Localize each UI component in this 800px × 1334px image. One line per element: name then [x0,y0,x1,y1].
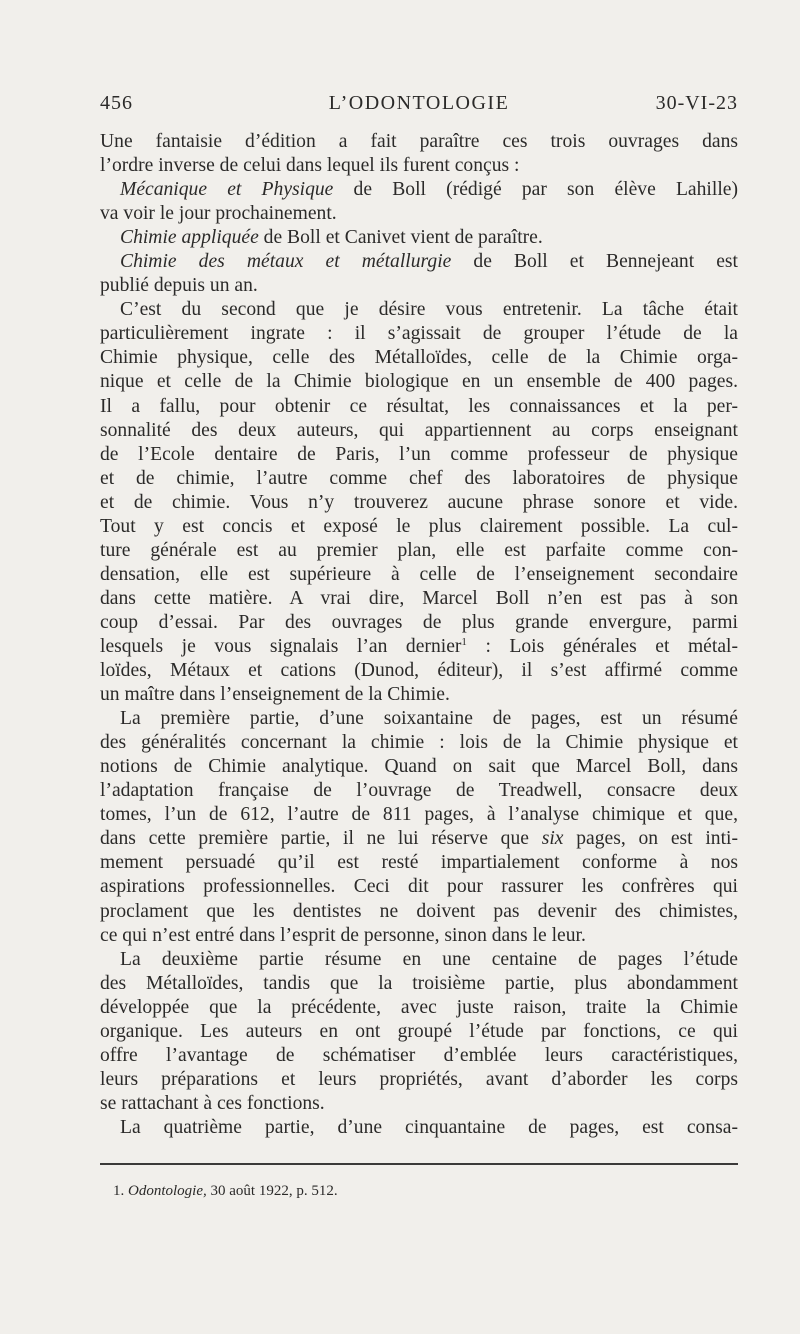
text-line: aspirations professionnelles. Ceci dit pour rassurer les confrères qui [100,876,738,898]
text-line: sonnalité des deux auteurs, qui appartiennent au corps enseignant [100,419,738,441]
text-line: lesquels je vous signalais l’an dernier$^1$ : Lois générales et métal- [100,635,738,657]
text-line: proclament que les dentistes ne doivent pas devenir des chimistes, [100,900,738,922]
journal-title: L’ODONTOLOGIE [328,92,510,114]
emphasis: six [541,828,564,850]
text-line: Chimie physique, celle des Métalloïdes, celle de la Chimie orga- [100,347,738,369]
footnote-number: 1. [113,1183,125,1199]
text-line: va voir le jour prochainement. [100,203,337,225]
footnote-divider [100,1163,738,1165]
text-line: tomes, l’un de 612, l’autre de 811 pages, à l’analyse chimique et que, [100,804,738,826]
text-line: densation, elle est supérieure à celle de l’enseignement secondaire [100,563,738,585]
text-line: Chimie appliquée de Boll et Canivet vient de paraître. [120,227,543,249]
text-line: Il a fallu, pour obtenir ce résultat, les connaissances et la per- [100,395,738,417]
book-title: Mécanique et Physique [120,179,334,201]
issue-date: 30-VI-23 [655,92,738,114]
footnote-source: Odontologie, [128,1183,207,1199]
running-header [100,92,738,120]
text-line: et de chimie, l’autre comme chef des laboratoires de physique [100,467,738,489]
text-line: l’ordre inverse de celui dans lequel ils furent conçus : [100,155,520,177]
text-line: organique. Les auteurs en ont groupé l’étude par fonctions, ce qui [100,1020,738,1042]
text-line: publié depuis un an. [100,275,258,297]
text-line: l’adaptation française de l’ouvrage de Treadwell, consacre deux [100,780,738,802]
text-line: loïdes, Métaux et cations (Dunod, éditeur), il s’est affirmé comme [100,660,738,682]
footnote-reference: 30 août 1922, p. 512. [206,1183,338,1199]
text-line: Une fantaisie d’édition a fait paraître ces trois ouvrages dans [100,131,738,152]
text-line: C’est du second que je désire vous entretenir. La tâche était [120,299,738,321]
text-line: dans cette matière. A vrai dire, Marcel Boll n’en est pas à son [100,587,738,609]
text-line: Chimie des métaux et métallurgie de Boll et Bennejeant est [120,251,738,273]
text-line: particulièrement ingrate : il s’agissait de grouper l’étude de la [100,323,738,345]
text-line: nique et celle de la Chimie biologique en un ensemble de 400 pages. [100,371,738,393]
text-line: se rattachant à ces fonctions. [100,1092,325,1114]
text-line: offre l’avantage de schématiser d’emblée leurs caractéristiques, [100,1044,738,1066]
text-line: et de chimie. Vous n’y trouverez aucune phrase sonore et vide. [100,491,738,513]
text-line: un maître dans l’enseignement de la Chimie. [100,684,450,706]
text-line: de l’Ecole dentaire de Paris, l’un comme professeur de physique [100,443,738,465]
book-title: Chimie appliquée [120,227,259,249]
article-body [100,130,738,1140]
text-line: Tout y est concis et exposé le plus clairement possible. La cul- [100,515,738,537]
text-line: dans cette première partie, il ne lui réserve que six pages, on est inti- [100,828,738,850]
text-line: notions de Chimie analytique. Quand on sait que Marcel Boll, dans [100,756,738,778]
text-line: La quatrième partie, d’une cinquantaine de pages, est consa- [120,1116,738,1138]
text-line: La deuxième partie résume en une centaine de pages l’étude [120,948,738,970]
text-line: mement persuadé qu’il est resté impartialement conforme à nos [100,852,738,874]
book-title: Chimie des métaux et métallurgie [120,251,452,273]
text-line: leurs préparations et leurs propriétés, avant d’aborder les corps [100,1068,738,1090]
text-line: des Métalloïdes, tandis que la troisième partie, plus abondamment [100,972,738,994]
footnote-marker: 1 [461,635,467,648]
text-line: des généralités concernant la chimie : lois de la Chimie physique et [100,732,738,754]
text-line: développée que la précédente, avec juste raison, traite la Chimie [100,996,738,1018]
text-line: ture générale est au premier plan, elle est parfaite comme con- [100,539,738,561]
page-number: 456 [100,92,133,114]
text-line: coup d’essai. Par des ouvrages de plus grande envergure, parmi [100,611,738,633]
footnote [113,1183,338,1200]
text-line: Mécanique et Physique de Boll (rédigé par son élève Lahille) [120,179,738,201]
text-line: La première partie, d’une soixantaine de pages, est un résumé [120,708,738,730]
text-line: ce qui n’est entré dans l’esprit de personne, sinon dans le leur. [100,924,586,946]
